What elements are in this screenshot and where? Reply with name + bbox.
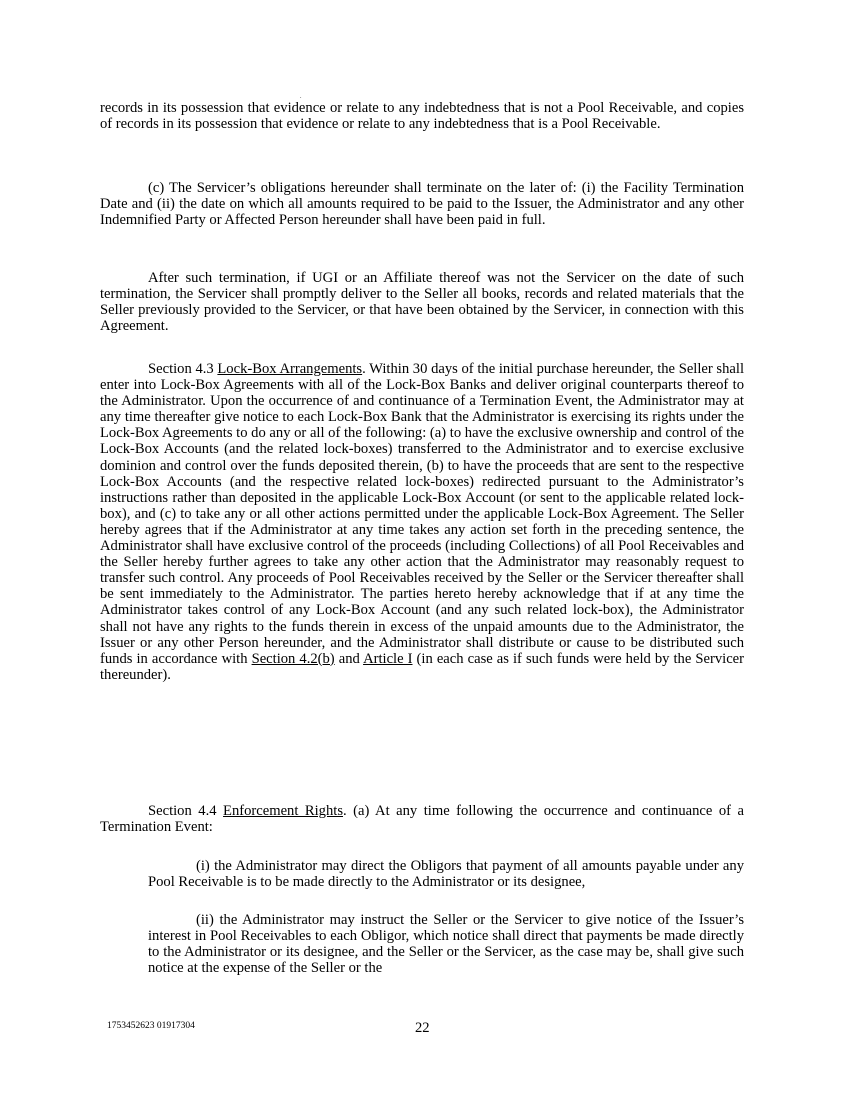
section-4-4-body: . (a) At any time following the occurrence and continuance of a Termination Event:	[100, 803, 744, 836]
section-4-3-number: Section 4.3	[148, 361, 218, 377]
section-4-4-number: Section 4.4	[148, 803, 224, 819]
paragraph-servicer-obligations	[100, 180, 744, 228]
section-4-3-heading: Lock-Box Arrangements	[217, 361, 363, 377]
section-4-4-heading: Enforcement Rights	[223, 803, 344, 819]
paragraph-servicer-obligations-text: (c) The Servicer’s obligations hereunder shall terminate on the later of: (i) the Facility Termination Date and (ii) the date on which all amounts required to be paid to the Issuer, the Administrator and any other Indemnified Party or Affected Person hereunder shall have been paid in full.	[100, 180, 744, 229]
section-4-4	[100, 803, 744, 835]
footer-page-number: 22	[415, 1020, 430, 1036]
section-4-3-body: . Within 30 days of the initial purchase hereunder, the Seller shall enter into Lock-Box Agreements with all of the Lock-Box Banks and deliver original counterparts thereof to the Administrator. Upon the occurrence of and continuance of a Termination Event, the Administrator may at any time thereafter give notice to each Lock-Box Bank that the Administrator is exercising its rights under the Lock-Box Agreements to do any or all of the following: (a) to have the exclusive ownership and control of the Lock-Box Accounts (and the related lock-boxes) transferred to the Administrator and to exercise exclusive dominion and control over the funds deposited therein, (b) to have the proceeds that are sent to the respective Lock-Box Accounts (and the respective related lock-boxes) redirected pursuant to the Administrator’s instructions rather than deposited in the applicable Lock-Box Account (or sent to the applicable related lock-box), and (c) to take any or all other actions permitted under the applicable Lock-Box Agreement. The Seller hereby agrees that if the Administrator at any time takes any action set forth in the preceding sentence, the Administrator shall have exclusive control of the proceeds (including Collections) of all Pool Receivables and the Seller hereby further agrees to take any other action that the Administrator may reasonably request to transfer such control. Any proceeds of Pool Receivables received by the Seller or the Servicer thereafter shall be sent immediately to the Administrator. The parties hereto hereby acknowledge that if at any time the Administrator takes control of any Lock-Box Account (and any such related lock-box), the Administrator shall not have any rights to the funds therein in excess of the unpaid amounts due to the Administrator, the Issuer or any other Person hereunder, and the Administrator shall distribute or cause to be distributed such funds in accordance with	[100, 361, 744, 667]
stray-mark: .	[300, 94, 302, 100]
paragraph-after-termination-text: After such termination, if UGI or an Affiliate thereof was not the Servicer on the date of such termination, the Servicer shall promptly deliver to the Seller all books, records and related materials that the Seller previously provided to the Servicer, or that have been obtained by the Servicer, in connection with this Agreement.	[100, 270, 744, 335]
clause-i-text: (i) the Administrator may direct the Obligors that payment of all amounts payable under any Pool Receivable is to be made directly to the Administrator or its designee,	[148, 858, 744, 891]
section-4-3-connector: and	[334, 650, 364, 667]
section-4-3-text	[100, 361, 744, 683]
footer-document-id: 1753452623 01917304	[107, 1021, 195, 1031]
section-4-3-ending: (in each case as if such funds were held by the Servicer thereunder).	[100, 650, 745, 683]
clause-ii	[148, 912, 744, 976]
section-4-3	[100, 361, 744, 683]
clause-ii-text: (ii) the Administrator may instruct the Seller or the Servicer to give notice of the Issuer’s interest in Pool Receivables to each Obligor, which notice shall direct that payments be made directly to the Administrator or its designee, and the Seller or the Servicer, as the case may be, shall give such notice at the expense of the Seller or the	[148, 912, 744, 977]
paragraph-after-termination	[100, 270, 744, 334]
paragraph-records-text: records in its possession that evidence or relate to any indebtedness that is not a Pool Receivable, and copies of records in its possession that evidence or relate to any indebtedness that is a Pool Receivable.	[100, 100, 744, 133]
article-i-reference: Article I	[363, 650, 413, 667]
section-4-2b-reference: Section 4.2(b)	[251, 650, 335, 667]
section-4-4-text	[100, 803, 744, 835]
clause-i	[148, 858, 744, 890]
paragraph-records	[100, 100, 744, 132]
